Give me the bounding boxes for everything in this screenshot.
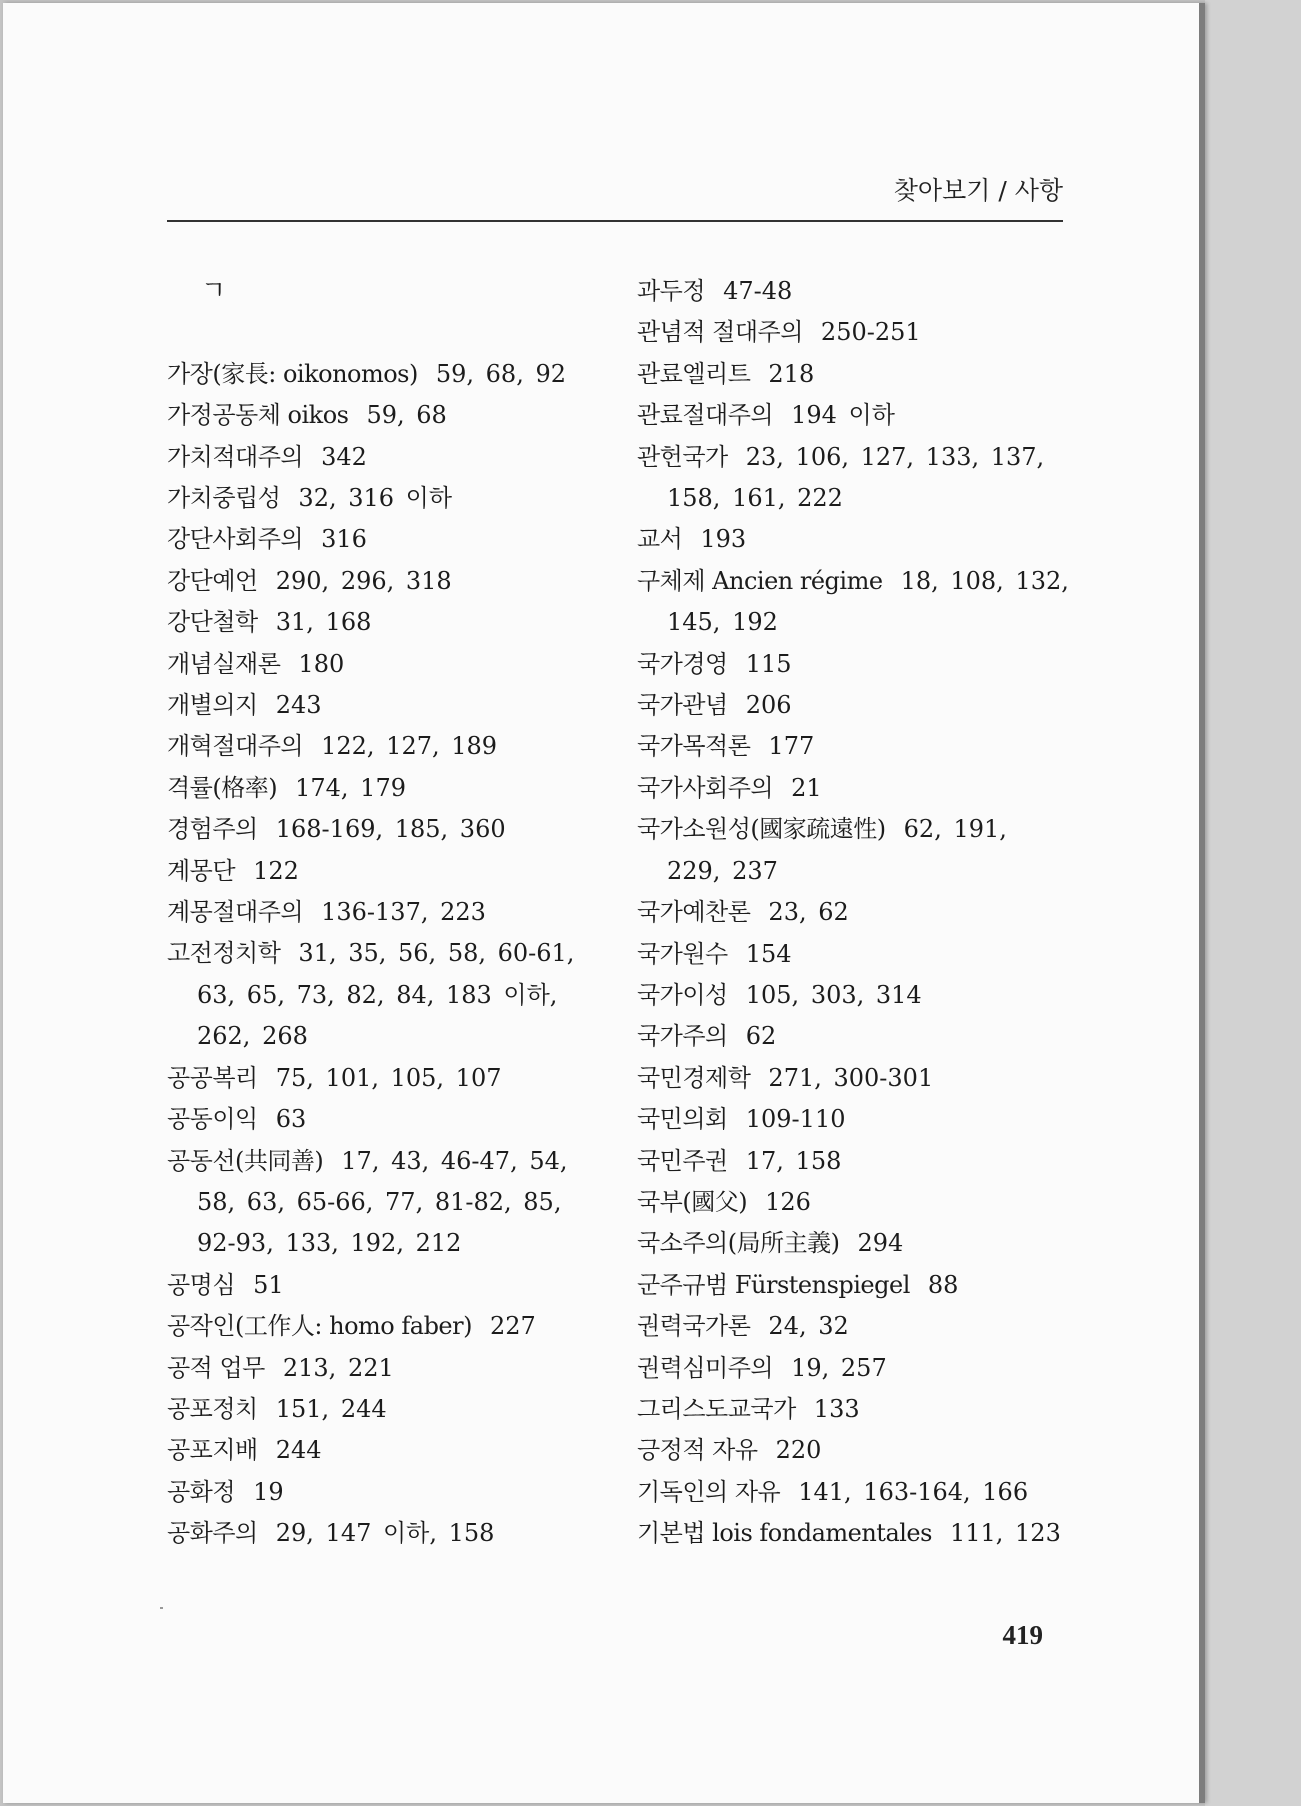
- index-page-refs: 290, 296, 318: [275, 566, 452, 595]
- index-page-refs: 342: [321, 442, 367, 471]
- index-term: 그리스도교국가: [637, 1394, 796, 1423]
- index-page-refs: 51: [253, 1270, 284, 1299]
- index-entry: [637, 519, 1077, 560]
- index-entry: [637, 1306, 1077, 1347]
- index-page-refs: 151, 244: [275, 1394, 387, 1423]
- index-term: 국가관념: [637, 691, 728, 720]
- index-page-refs: 111, 123: [949, 1519, 1061, 1548]
- index-term: 공작인(工作人: homo faber): [167, 1312, 472, 1341]
- index-term: 가정공동체 oikos: [167, 401, 349, 430]
- index-entry: [637, 768, 1077, 809]
- index-column-right: [637, 271, 1077, 1555]
- index-term: 개별의지: [167, 691, 258, 720]
- index-page-refs: 168-169, 185, 360: [275, 815, 506, 844]
- index-entry: [167, 933, 607, 974]
- index-term: 국소주의(局所主義): [637, 1229, 840, 1258]
- index-entry: [637, 1182, 1077, 1223]
- index-term: 국부(國父): [637, 1187, 748, 1216]
- index-entry: [637, 1016, 1077, 1057]
- index-page-refs: 21: [791, 773, 822, 802]
- index-term: 가장(家長: oikonomos): [167, 359, 418, 388]
- index-entry: [167, 1099, 607, 1140]
- index-term: 개혁절대주의: [167, 732, 304, 761]
- index-entry: [167, 768, 607, 809]
- index-entry: [167, 1472, 607, 1513]
- index-page-refs: 24, 32: [768, 1312, 849, 1341]
- index-entry: [637, 644, 1077, 685]
- index-page-refs-continued: 58, 63, 65-66, 77, 81-82, 85,: [197, 1187, 562, 1216]
- index-entry: [637, 892, 1077, 933]
- index-entry: [167, 726, 607, 767]
- index-term: 관료엘리트: [637, 359, 751, 388]
- index-entry: [167, 602, 607, 643]
- header-rule: [167, 220, 1063, 222]
- index-page-refs: 59, 68, 92: [435, 359, 566, 388]
- index-entry: [637, 1472, 1077, 1513]
- scan-speck: [160, 1607, 163, 1609]
- index-entry: [637, 437, 1077, 478]
- index-term: 교서: [637, 525, 683, 554]
- index-page-refs: 213, 221: [282, 1353, 394, 1382]
- index-term: 강단사회주의: [167, 525, 304, 554]
- index-term: 계몽단: [167, 856, 236, 885]
- index-term: 계몽절대주의: [167, 898, 304, 927]
- index-term: 관념적 절대주의: [637, 318, 803, 347]
- index-entry: [637, 726, 1077, 767]
- index-entry: [167, 561, 607, 602]
- index-term: 공화주의: [167, 1519, 258, 1548]
- index-term: 국민주권: [637, 1146, 728, 1175]
- index-term: 경험주의: [167, 815, 258, 844]
- index-page-refs: 180: [298, 649, 345, 678]
- index-entry: [167, 478, 607, 519]
- index-entry: [167, 809, 607, 850]
- index-entry: [637, 1223, 1077, 1264]
- index-entry: [637, 934, 1077, 975]
- index-term: 국가경영: [637, 649, 728, 678]
- index-page-refs: 316: [321, 525, 367, 554]
- index-page-refs: 17, 43, 46-47, 54,: [341, 1146, 568, 1175]
- index-entry: [167, 1058, 607, 1099]
- index-term: 기본법 lois fondamentales: [637, 1519, 932, 1548]
- index-term: 공명심: [167, 1270, 236, 1299]
- index-page-refs: 62: [745, 1022, 777, 1051]
- index-page-refs: 115: [745, 649, 792, 678]
- index-entry: [637, 354, 1077, 395]
- index-page-refs: 59, 68: [366, 401, 447, 430]
- index-page-refs: 62, 191,: [903, 815, 1007, 844]
- index-entry: [167, 1389, 607, 1430]
- index-page-refs: 177: [768, 732, 815, 761]
- index-page-refs-continued: 158, 161, 222: [667, 484, 843, 513]
- index-page-refs: 141, 163-164, 166: [798, 1477, 1029, 1506]
- index-entry: [167, 1348, 607, 1389]
- index-page-refs: 133: [813, 1394, 860, 1423]
- index-page-refs: 136-137, 223: [321, 898, 486, 927]
- index-term: 국가예찬론: [637, 898, 751, 927]
- index-page-refs: 174, 179: [295, 773, 406, 802]
- index-page-refs: 126: [765, 1187, 811, 1216]
- index-page-refs-continued: 63, 65, 73, 82, 84, 183 이하,: [197, 980, 558, 1009]
- index-page-refs: 75, 101, 105, 107: [275, 1063, 502, 1092]
- index-term: 권력국가론: [637, 1312, 751, 1341]
- index-entry: [167, 1141, 607, 1182]
- index-page-refs: 220: [775, 1436, 822, 1465]
- index-term: 국민의회: [637, 1105, 728, 1134]
- index-entry: [637, 1141, 1077, 1182]
- index-entry: [167, 395, 607, 436]
- page-number: 419: [1002, 1620, 1043, 1650]
- index-term: 공동이익: [167, 1105, 258, 1134]
- index-entry: [637, 1099, 1077, 1140]
- index-entry: [167, 519, 607, 560]
- index-page-refs: 105, 303, 314: [745, 980, 922, 1009]
- index-page-refs: 271, 300-301: [768, 1063, 934, 1092]
- index-page-refs: 154: [745, 939, 792, 968]
- index-page-refs-continued: 145, 192: [667, 608, 778, 637]
- index-page-refs: 250-251: [820, 318, 921, 347]
- index-entry: [167, 892, 607, 933]
- index-term: 국가주의: [637, 1022, 728, 1051]
- index-page-refs: 122, 127, 189: [321, 732, 498, 761]
- index-entry: [637, 1430, 1077, 1471]
- index-term: 국가이성: [637, 980, 728, 1009]
- viewer-side-margin: [1205, 0, 1301, 1806]
- index-page-refs: 88: [927, 1270, 959, 1299]
- index-term: 공화정: [167, 1477, 236, 1506]
- index-entry: [637, 809, 1077, 850]
- index-entry: [637, 395, 1077, 436]
- index-page-refs-continued: 262, 268: [197, 1022, 308, 1051]
- index-page-refs-continued: 229, 237: [667, 856, 778, 885]
- index-page-refs: 29, 147 이하, 158: [275, 1519, 495, 1548]
- index-term: 국가목적론: [637, 732, 751, 761]
- index-entry: [167, 1513, 607, 1554]
- index-entry: [167, 644, 607, 685]
- index-entry: [637, 1265, 1077, 1306]
- index-entry: [167, 354, 607, 395]
- index-entry: [167, 851, 607, 892]
- index-entry: [167, 685, 607, 726]
- index-term: 공적 업무: [167, 1353, 265, 1382]
- index-page-refs: 194 이하: [791, 401, 895, 430]
- index-term: 군주규범 Fürstenspiegel: [637, 1270, 910, 1299]
- index-entry: [637, 975, 1077, 1016]
- index-page-refs: 17, 158: [745, 1146, 842, 1175]
- index-page-refs: 206: [745, 691, 792, 720]
- index-term: 국가사회주의: [637, 773, 774, 802]
- index-term: 관헌국가: [637, 442, 728, 471]
- index-page-refs: 23, 106, 127, 133, 137,: [745, 442, 1045, 471]
- index-column-left: [167, 271, 607, 1555]
- index-page-refs: 19: [253, 1477, 284, 1506]
- running-head: 찾아보기 / 사항: [893, 176, 1063, 205]
- index-term: 가치적대주의: [167, 442, 304, 471]
- index-term: 개념실재론: [167, 649, 281, 678]
- index-term: 공공복리: [167, 1063, 258, 1092]
- index-term: 국가원수: [637, 939, 728, 968]
- index-entry: [637, 1389, 1077, 1430]
- index-page-refs: 31, 35, 56, 58, 60-61,: [298, 939, 575, 968]
- section-letter: ㄱ: [201, 276, 227, 306]
- index-page-refs: 193: [700, 525, 747, 554]
- index-term: 구체제 Ancien régime: [637, 566, 883, 595]
- index-page-refs: 31, 168: [275, 608, 372, 637]
- index-entry: [637, 312, 1077, 353]
- index-page-refs: 227: [489, 1312, 536, 1341]
- index-term: 관료절대주의: [637, 401, 774, 430]
- index-page-refs: 122: [253, 856, 299, 885]
- index-term: 권력심미주의: [637, 1353, 774, 1382]
- book-page: [3, 3, 1205, 1803]
- index-term: 국민경제학: [637, 1063, 751, 1092]
- index-page-refs: 243: [275, 691, 322, 720]
- index-term: 강단철학: [167, 608, 258, 637]
- index-entry: [637, 685, 1077, 726]
- index-entry: [167, 437, 607, 478]
- index-page-refs: 32, 316 이하: [298, 484, 453, 513]
- index-page-refs: 244: [275, 1436, 322, 1465]
- index-page-refs: 294: [857, 1229, 904, 1258]
- index-term: 국가소원성(國家疏遠性): [637, 815, 886, 844]
- index-entry: [637, 271, 1077, 312]
- index-entry: [637, 1513, 1077, 1554]
- index-entry: [637, 1058, 1077, 1099]
- index-page-refs: 63: [275, 1105, 307, 1134]
- index-entry: [637, 561, 1077, 602]
- index-page-refs: 109-110: [745, 1105, 846, 1134]
- index-entry: [167, 1265, 607, 1306]
- index-entry: [167, 1430, 607, 1471]
- index-page-refs: 47-48: [723, 277, 793, 305]
- index-page-refs: 18, 108, 132,: [900, 566, 1069, 595]
- index-entry: [167, 1306, 607, 1347]
- index-page-refs: 23, 62: [768, 898, 849, 927]
- index-term: 긍정적 자유: [637, 1436, 758, 1465]
- index-term: 과두정: [637, 277, 706, 305]
- index-term: 공포지배: [167, 1436, 258, 1465]
- index-term: 격률(格率): [167, 773, 278, 802]
- index-term: 공동선(共同善): [167, 1146, 324, 1175]
- index-term: 고전정치학: [167, 939, 281, 968]
- index-term: 기독인의 자유: [637, 1477, 781, 1506]
- index-term: 가치중립성: [167, 484, 281, 513]
- index-term: 강단예언: [167, 566, 258, 595]
- index-page-refs-continued: 92-93, 133, 192, 212: [197, 1229, 462, 1258]
- index-page-refs: 19, 257: [791, 1353, 887, 1382]
- index-page-refs: 218: [768, 359, 815, 388]
- index-term: 공포정치: [167, 1394, 258, 1423]
- index-entry: [637, 1348, 1077, 1389]
